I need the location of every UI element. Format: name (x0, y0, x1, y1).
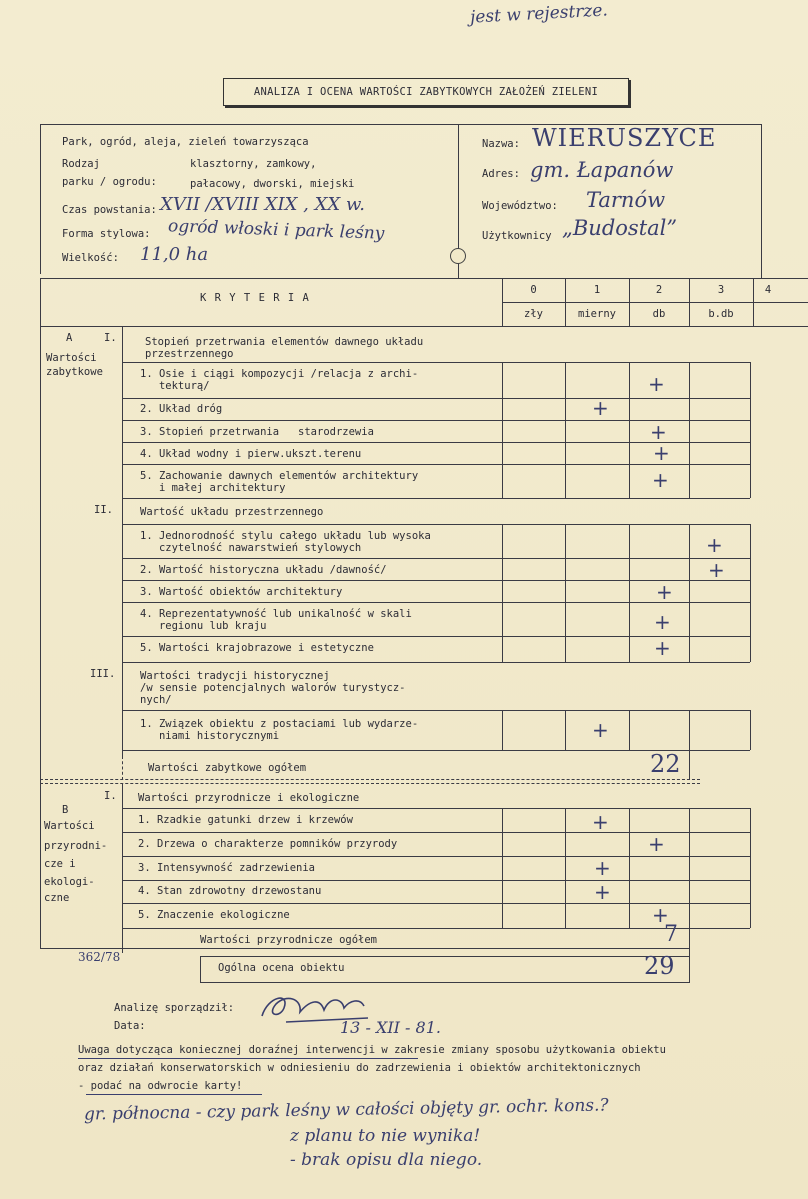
czas-value: XVII /XVIII XIX , XX w. (160, 194, 365, 215)
criterion-b-5: 5. Znaczenie ekologiczne (138, 909, 290, 921)
mark-g2-4: + (654, 610, 671, 634)
section-a-roman: I. (104, 332, 117, 344)
section-a-label-1: Wartości (46, 352, 97, 364)
object-type-line: Park, ogród, aleja, zieleń towarzysząca (62, 136, 309, 148)
wielkosc-label: Wielkość: (62, 252, 119, 264)
criterion-g1-4: 4. Układ wodny i pierw.ukszt.terenu (140, 448, 362, 460)
total-a-value: 22 (650, 750, 681, 778)
group-3-title: Wartości tradycji historycznej /w sensie potencjalnych walorów turystycz- nych/ (140, 670, 406, 706)
punch-hole (450, 248, 466, 264)
score-4: 4 (764, 284, 772, 296)
handwritten-note-1: gr. północna - czy park leśny w całości objęty gr. ochr. kons.? (83, 1095, 609, 1125)
section-b-label-2: przyrodni- (44, 840, 108, 852)
score-label-db: db (652, 308, 666, 320)
criterion-g1-5: 5. Zachowanie dawnych elementów architektury i małej architektury (140, 470, 419, 494)
criterion-g2-2: 2. Wartość historyczna układu /dawność/ (140, 564, 387, 576)
mark-b-4: + (594, 880, 611, 904)
wojewodztwo-value: Tarnów (586, 188, 666, 212)
section-a-label-2: zabytkowe (46, 366, 103, 378)
mark-g1-3: + (650, 420, 667, 444)
wojewodztwo-label: Województwo: (482, 200, 558, 212)
criterion-b-2: 2. Drzewa o charakterze pomników przyrody (138, 838, 398, 850)
criterion-g2-4: 4. Reprezentatywność lub unikalność w skali regionu lub kraju (140, 608, 412, 632)
data-label: Data: (114, 1020, 146, 1032)
section-b-label-5: czne (44, 892, 70, 904)
section-b-label-4: ekologi- (44, 876, 95, 888)
section-a-letter: A (66, 332, 73, 344)
nazwa-value: WIERUSZYCE (532, 124, 717, 152)
mark-g2-2: + (708, 558, 725, 582)
criterion-g1-2: 2. Układ dróg (140, 403, 223, 415)
score-3: 3 (717, 284, 725, 296)
score-label-zly: zły (524, 308, 543, 320)
criterion-g2-5: 5. Wartości krajobrazowe i estetyczne (140, 642, 374, 654)
score-2: 2 (655, 284, 663, 296)
document-title: ANALIZA I OCENA WARTOŚCI ZABYTKOWYCH ZAŁOŻEŃ ZIELENI (223, 78, 629, 106)
rodzaj-label: Rodzaj (62, 158, 100, 170)
group-1-title: Stopień przetrwania elementów dawnego układu (145, 336, 424, 348)
forma-label: Forma stylowa: (62, 228, 151, 240)
nazwa-label: Nazwa: (482, 138, 520, 150)
uzytkownicy-value: „Budostal” (562, 216, 678, 240)
handwritten-note-2: z planu to nie wynika! (290, 1126, 481, 1146)
wielkosc-value: 11,0 ha (140, 244, 209, 265)
analiza-label: Analizę sporządził: (114, 1002, 235, 1014)
mark-g2-3: + (656, 580, 673, 604)
total-b-label: Wartości przyrodnicze ogółem (200, 934, 378, 946)
section-b-roman: I. (104, 790, 117, 802)
group-b-title: Wartości przyrodnicze i ekologiczne (138, 792, 360, 804)
mark-b-1: + (592, 810, 609, 834)
parku-options: pałacowy, dworski, miejski (190, 178, 355, 190)
score-1: 1 (593, 284, 601, 296)
score-0: 0 (530, 284, 537, 296)
mark-b-2: + (648, 832, 665, 856)
criterion-g1-1: 1. Osie i ciągi kompozycji /relacja z archi- tekturą/ (140, 368, 419, 392)
group-2-title: Wartość układu przestrzennego (140, 506, 324, 518)
handwritten-note-3: - brak opisu dla niego. (290, 1150, 483, 1170)
adres-value: gm. Łapanów (530, 158, 674, 182)
czas-label: Czas powstania: (62, 204, 157, 216)
forma-value: ogród włoski i park leśny (167, 216, 385, 244)
criterion-g2-1: 1. Jednorodność stylu całego układu lub wysoka czytelność nawarstwień stylowych (140, 530, 431, 554)
uzytkownicy-label: Użytkownicy (482, 230, 552, 242)
adres-label: Adres: (482, 168, 520, 180)
criterion-b-4: 4. Stan zdrowotny drzewostanu (138, 885, 322, 897)
uwaga-line-2: oraz działań konserwatorskich w odniesieniu do zadrzewienia i obiektów architektonicznych (78, 1062, 641, 1074)
mark-g2-5: + (654, 636, 671, 660)
group-3-roman: III. (90, 668, 116, 680)
criterion-g3-1: 1. Związek obiektu z postaciami lub wydarze- niami historycznymi (140, 718, 419, 742)
mark-g2-1: + (706, 533, 723, 557)
criterion-g1-3: 3. Stopień przetrwania starodrzewia (140, 426, 374, 438)
data-value: 13 - XII - 81. (340, 1018, 441, 1037)
mark-g1-4: + (653, 441, 670, 465)
score-label-bdb: b.db (708, 308, 734, 320)
mark-b-5: + (652, 903, 669, 927)
mark-b-3: + (594, 856, 611, 880)
parku-label: parku / ogrodu: (62, 176, 157, 188)
group-1-title-2: przestrzennego (145, 348, 234, 360)
section-b-label-3: cze i (44, 858, 76, 870)
uwaga-line-3: - podać na odwrocie karty! (78, 1080, 243, 1092)
rodzaj-options: klasztorny, zamkowy, (190, 158, 317, 170)
mark-g1-1: + (648, 372, 665, 396)
section-b-letter: B (62, 804, 69, 816)
side-number: 362/78 (78, 950, 121, 964)
mark-g1-2: + (592, 396, 609, 420)
mark-g1-5: + (652, 468, 669, 492)
group-2-roman: II. (94, 504, 113, 516)
section-b-label-1: Wartości (44, 820, 95, 832)
mark-g3-1: + (592, 718, 609, 742)
criterion-g2-3: 3. Wartość obiektów architektury (140, 586, 343, 598)
overall-value: 29 (644, 952, 675, 980)
criterion-b-1: 1. Rzadkie gatunki drzew i krzewów (138, 814, 353, 826)
kryteria-header: K R Y T E R I A (200, 292, 310, 304)
uwaga-line-1: Uwaga dotycząca koniecznej doraźnej interwencji w zakresie zmiany sposobu użytkowania obiektu (78, 1044, 666, 1056)
total-a-label: Wartości zabytkowe ogółem (148, 762, 307, 774)
total-b-value: 7 (664, 922, 678, 947)
registry-note: jest w rejestrze. (469, 0, 609, 28)
score-label-mierny: mierny (578, 308, 616, 320)
criterion-b-3: 3. Intensywność zadrzewienia (138, 862, 316, 874)
overall-label: Ogólna ocena obiektu (218, 962, 345, 974)
